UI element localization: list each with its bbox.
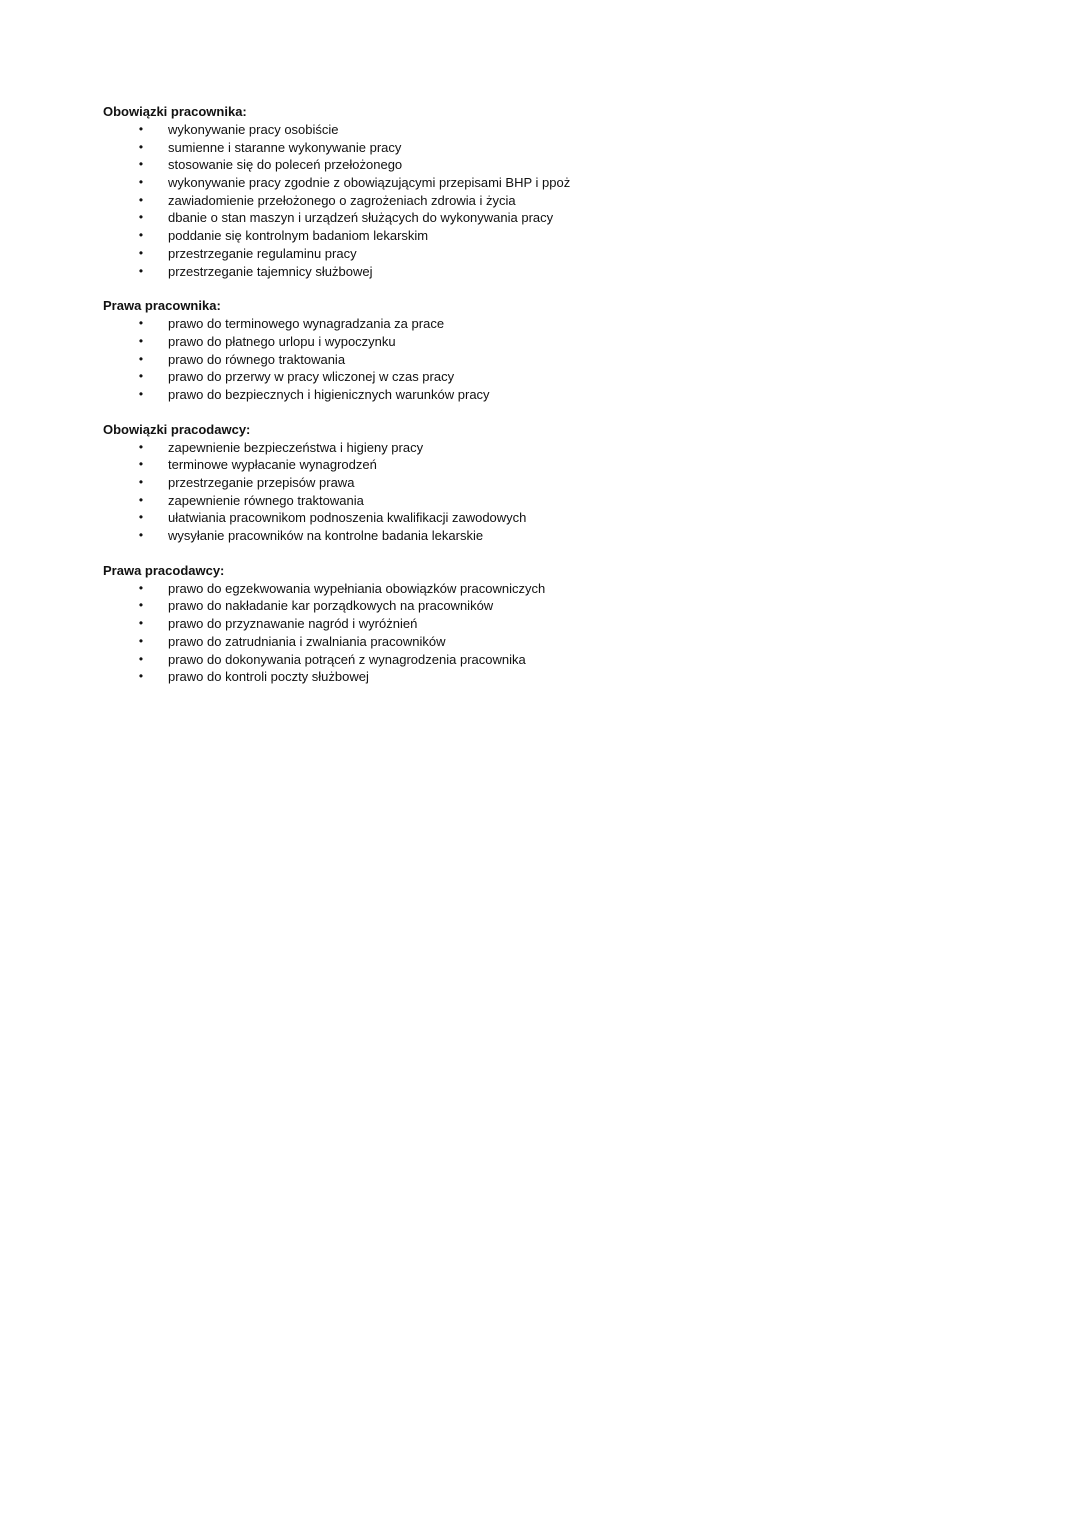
list-item: [103, 245, 1003, 263]
section-employer-duties: [103, 421, 1003, 545]
section-employee-rights: [103, 297, 1003, 403]
bullet-icon: •: [138, 175, 144, 190]
list-item: [103, 121, 1003, 139]
bullet-icon: •: [138, 475, 144, 489]
bullet-list: [103, 439, 1003, 545]
bullet-icon: •: [138, 351, 144, 366]
list-item-text: wykonywanie pracy zgodnie z obowiązującymi przepisami BHP i ppoż: [168, 175, 571, 191]
section-title: Prawa pracownika:: [103, 298, 221, 314]
list-item-text: prawo do zatrudniania i zwalniania pracowników: [168, 633, 446, 649]
list-item-text: prawo do dokonywania potrąceń z wynagrodzenia pracownika: [168, 651, 526, 667]
bullet-icon: •: [138, 333, 144, 348]
bullet-icon: •: [138, 316, 144, 331]
list-item-text: prawo do bezpiecznych i higienicznych warunków pracy: [168, 386, 490, 402]
bullet-icon: •: [138, 263, 144, 278]
list-item: [103, 527, 1003, 545]
list-item-text: prawo do terminowego wynagradzania za prace: [168, 316, 445, 332]
bullet-icon: •: [138, 580, 144, 595]
list-item-text: wykonywanie pracy osobiście: [168, 122, 339, 137]
list-item: [103, 580, 1003, 598]
bullet-icon: •: [138, 633, 144, 648]
list-item: [103, 139, 1003, 157]
list-item-text: sumienne i staranne wykonywanie pracy: [168, 139, 402, 155]
bullet-icon: •: [138, 228, 144, 243]
list-item: [103, 474, 1003, 492]
bullet-icon: •: [138, 157, 144, 172]
list-item: [103, 668, 1003, 686]
list-item-text: prawo do równego traktowania: [168, 351, 346, 367]
bullet-icon: •: [138, 122, 144, 136]
bullet-icon: •: [138, 192, 144, 207]
bullet-icon: •: [138, 651, 144, 666]
list-item-text: przestrzeganie regulaminu pracy: [168, 245, 357, 261]
list-item: [103, 315, 1003, 333]
list-item-text: wysyłanie pracowników na kontrolne badania lekarskie: [168, 528, 484, 544]
list-item: [103, 263, 1003, 281]
list-item: [103, 174, 1003, 192]
list-item: [103, 368, 1003, 386]
list-item-text: zapewnienie równego traktowania: [168, 492, 364, 508]
list-item-text: przestrzeganie przepisów prawa: [168, 475, 355, 490]
bullet-icon: •: [138, 386, 144, 401]
section-title: Obowiązki pracodawcy:: [103, 421, 251, 437]
list-item: [103, 615, 1003, 633]
section-employer-rights: [103, 562, 1003, 686]
list-item: [103, 509, 1003, 527]
bullet-icon: •: [138, 369, 144, 384]
list-item: [103, 456, 1003, 474]
bullet-icon: •: [138, 439, 144, 454]
list-item: [103, 156, 1003, 174]
bullet-list: [103, 580, 1003, 686]
document-page: [103, 103, 1003, 703]
list-item: [103, 597, 1003, 615]
bullet-list: [103, 121, 1003, 280]
list-item: [103, 633, 1003, 651]
list-item-text: przestrzeganie tajemnicy służbowej: [168, 263, 373, 279]
list-item-text: terminowe wypłacanie wynagrodzeń: [168, 457, 377, 473]
list-item-text: prawo do przyznawanie nagród i wyróżnień: [168, 616, 418, 632]
list-item: [103, 192, 1003, 210]
list-item-text: poddanie się kontrolnym badaniom lekarskim: [168, 228, 429, 244]
bullet-icon: •: [138, 616, 144, 631]
list-item-text: prawo do nakładanie kar porządkowych na pracowników: [168, 598, 494, 614]
list-item: [103, 351, 1003, 369]
list-item: [103, 386, 1003, 404]
bullet-icon: •: [138, 457, 144, 472]
list-item-text: prawo do kontroli poczty służbowej: [168, 669, 369, 685]
bullet-icon: •: [138, 528, 144, 543]
bullet-icon: •: [138, 492, 144, 507]
list-item-text: ułatwiania pracownikom podnoszenia kwalifikacji zawodowych: [168, 510, 527, 526]
bullet-icon: •: [138, 669, 144, 684]
list-item: [103, 651, 1003, 669]
list-item-text: prawo do egzekwowania wypełniania obowiązków pracowniczych: [168, 580, 546, 596]
list-item: [103, 333, 1003, 351]
section-employee-duties: [103, 103, 1003, 280]
list-item-text: zawiadomienie przełożonego o zagrożeniach zdrowia i życia: [168, 192, 516, 208]
list-item: [103, 209, 1003, 227]
bullet-icon: •: [138, 598, 144, 613]
section-title: Obowiązki pracownika:: [103, 104, 247, 119]
bullet-icon: •: [138, 210, 144, 225]
list-item-text: prawo do płatnego urlopu i wypoczynku: [168, 333, 396, 349]
list-item: [103, 492, 1003, 510]
list-item: [103, 439, 1003, 457]
bullet-list: [103, 315, 1003, 403]
list-item-text: zapewnienie bezpieczeństwa i higieny pracy: [168, 439, 424, 455]
list-item-text: stosowanie się do poleceń przełożonego: [168, 157, 403, 173]
list-item: [103, 227, 1003, 245]
bullet-icon: •: [138, 510, 144, 525]
list-item-text: dbanie o stan maszyn i urządzeń służących do wykonywania pracy: [168, 210, 554, 226]
list-item-text: prawo do przerwy w pracy wliczonej w czas pracy: [168, 369, 455, 385]
section-title: Prawa pracodawcy:: [103, 562, 225, 578]
bullet-icon: •: [138, 139, 144, 154]
bullet-icon: •: [138, 245, 144, 260]
